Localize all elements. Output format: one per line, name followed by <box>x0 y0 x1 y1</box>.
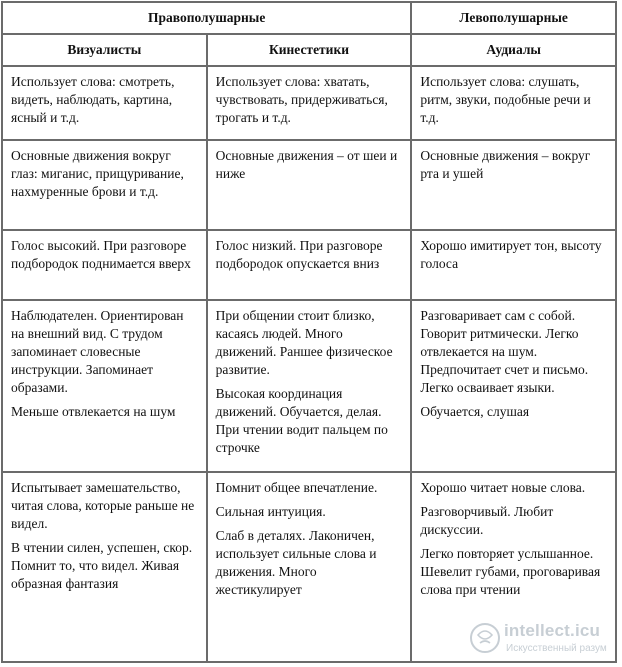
table-row <box>2 230 616 300</box>
cell-visuals: Использует слова: смотреть, видеть, наблюдать, картина, ясный и т.д. <box>2 66 207 140</box>
header-kinesthetics: Кинестетики <box>207 34 412 66</box>
cell-audials: Разговаривает сам с собой. Говорит ритмически. Легко отвлекается на шум. Предпочитает счет и письмо. Легко осваивает языки. Обучается, слушая <box>411 300 616 472</box>
cell-visuals: Основные движения вокруг глаз: миганис, прищуривание, нахмуренные брови и т.д. <box>2 140 207 230</box>
watermark-subtitle: Искусственный разум <box>506 643 607 654</box>
header-type-row <box>2 34 616 66</box>
watermark-name: intellect.icu <box>504 621 601 640</box>
cell-kinesthetics: При общении стоит близко, касаясь людей. Много движений. Раншее физическое развитие. Высокая координация движений. Обучается, делая. При чтении водит пальцем по строчке <box>207 300 412 472</box>
header-right-hemisphere: Правополушарные <box>2 2 411 34</box>
comparison-table <box>1 1 617 663</box>
table-row <box>2 472 616 662</box>
table-row <box>2 140 616 230</box>
cell-kinesthetics: Основные движения – от шеи и ниже <box>207 140 412 230</box>
cell-audials: Хорошо имитирует тон, высоту голоса <box>411 230 616 300</box>
table-row <box>2 300 616 472</box>
header-left-hemisphere: Левополушарные <box>411 2 616 34</box>
cell-kinesthetics: Использует слова: хватать, чувствовать, придерживаться, трогать и т.д. <box>207 66 412 140</box>
cell-visuals: Голос высокий. При разговоре подбородок поднимается вверх <box>2 230 207 300</box>
cell-kinesthetics: Помнит общее впечатление. Сильная интуиция. Слаб в деталях. Лаконичен, использует сильные слова и движения. Много жестикулирует <box>207 472 412 662</box>
cell-kinesthetics: Голос низкий. При разговоре подбородок опускается вниз <box>207 230 412 300</box>
cell-audials: Основные движения – вокруг рта и ушей <box>411 140 616 230</box>
table-row <box>2 66 616 140</box>
cell-visuals: Испытывает замешательство, читая слова, которые раньше не видел. В чтении силен, успешен, скор. Помнит то, что видел. Живая образная фантазия <box>2 472 207 662</box>
header-group-row <box>2 2 616 34</box>
cell-audials: Использует слова: слушать, ритм, звуки, подобные речи и т.д. <box>411 66 616 140</box>
cell-audials: Хорошо читает новые слова. Разговорчивый. Любит дискуссии. Легко повторяет услышанное. Шевелит губами, проговаривая слова при чтении <box>411 472 616 662</box>
header-visuals: Визуалисты <box>2 34 207 66</box>
header-audials: Аудиалы <box>411 34 616 66</box>
cell-visuals: Наблюдателен. Ориентирован на внешний вид. С трудом запоминает словесные инструкции. Запоминает образами. Меньше отвлекается на шум <box>2 300 207 472</box>
